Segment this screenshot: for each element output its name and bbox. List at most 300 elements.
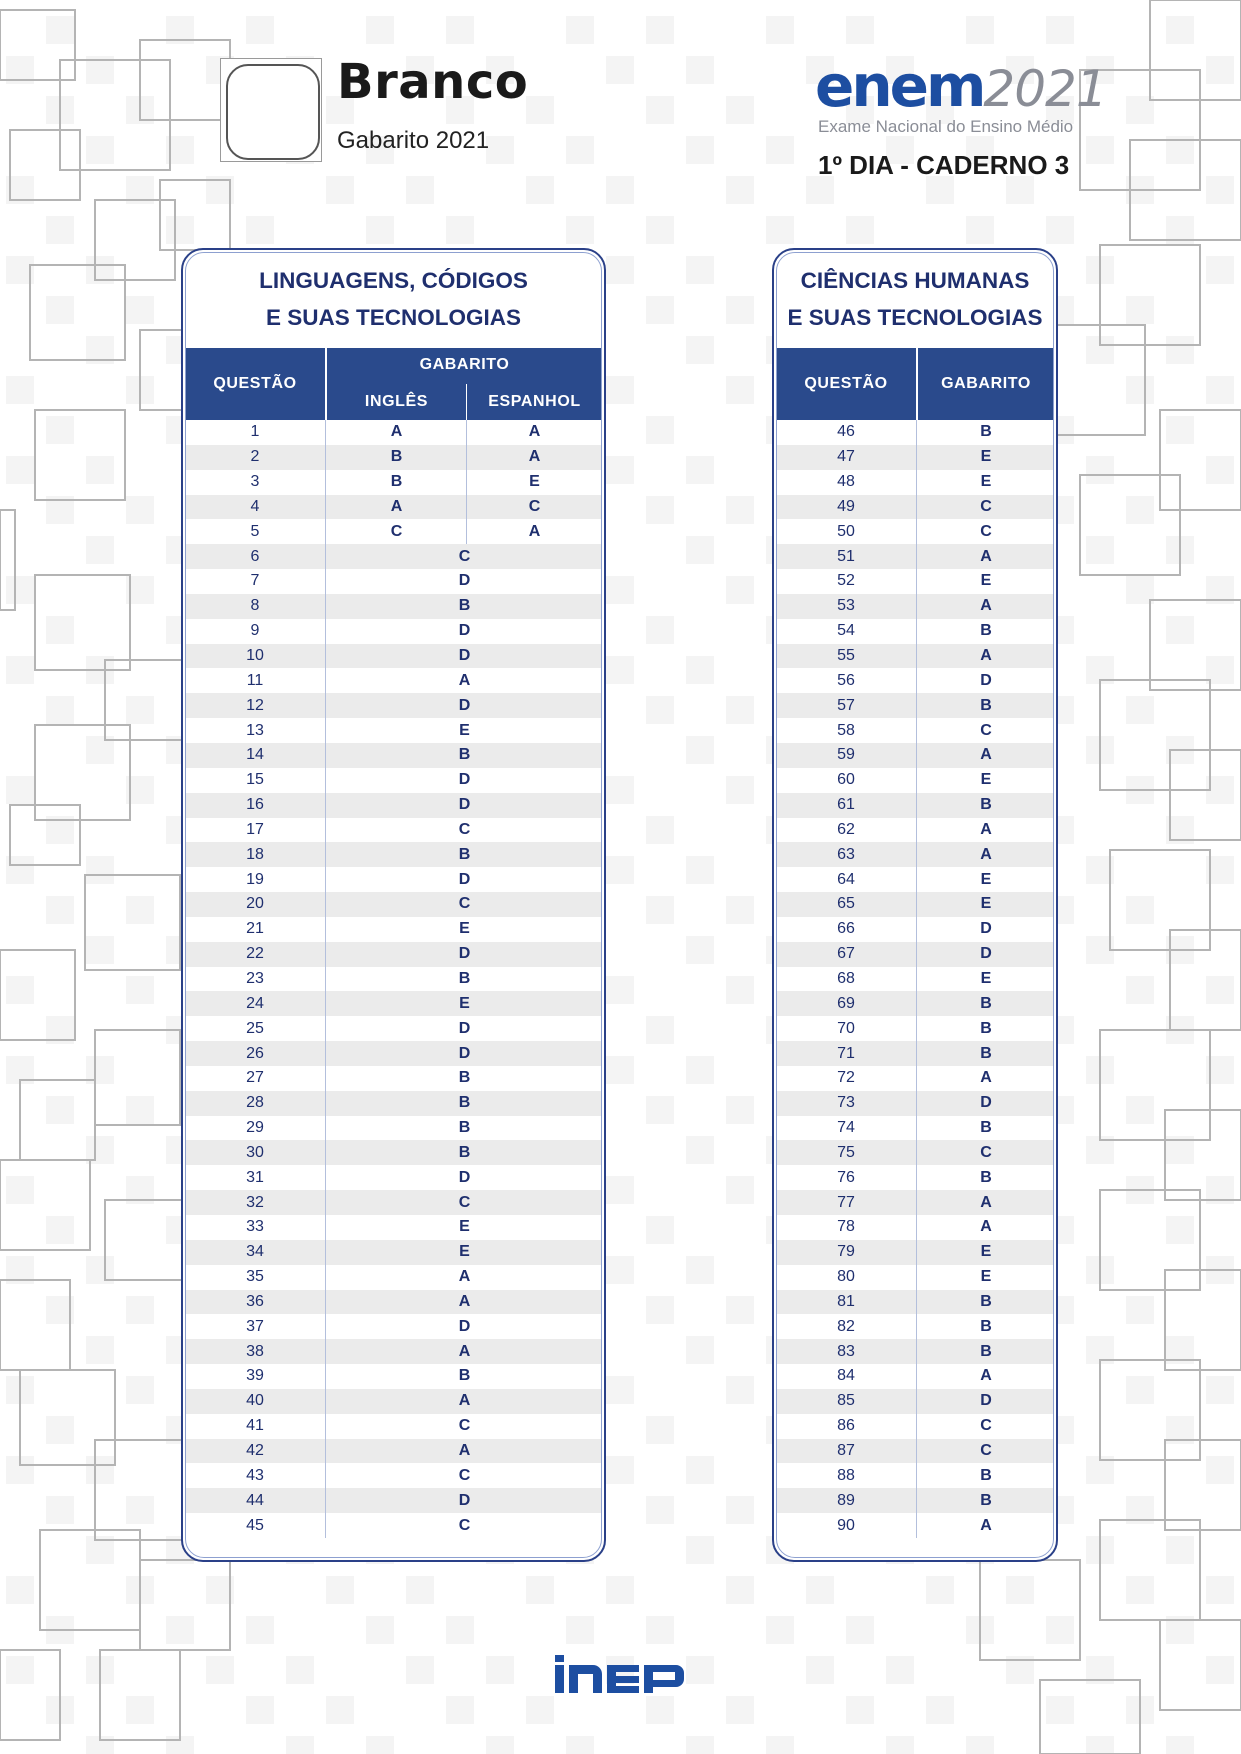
decorative-square [1100, 1360, 1200, 1460]
decorative-tile [246, 1696, 274, 1724]
table-row [185, 768, 602, 793]
question-number: 38 [246, 1342, 264, 1360]
answer: D [980, 671, 992, 689]
decorative-tile [726, 1096, 754, 1124]
decorative-tile [486, 1656, 514, 1684]
table-row [776, 1140, 1054, 1165]
day-booklet-label: 1º DIA - CADERNO 3 [818, 150, 1070, 180]
decorative-square [1150, 0, 1241, 100]
answer: C [458, 1417, 471, 1435]
decorative-tile [246, 216, 274, 244]
decorative-tile [646, 896, 674, 924]
row-divider [466, 445, 467, 470]
question-number: 42 [246, 1442, 264, 1460]
question-number: 76 [837, 1168, 855, 1186]
decorative-tile [1086, 136, 1114, 164]
decorative-tile [46, 216, 74, 244]
table-row [185, 1066, 602, 1091]
answer: C [458, 1466, 471, 1484]
table-row [185, 1041, 602, 1066]
table-row [776, 991, 1054, 1016]
answer: C [980, 497, 992, 515]
question-number: 57 [837, 696, 855, 714]
table-row [185, 793, 602, 818]
answer: A [980, 845, 992, 863]
answer: D [458, 1168, 471, 1186]
table-row [776, 1488, 1054, 1513]
decorative-tile [766, 16, 794, 44]
table-row [776, 1240, 1054, 1265]
decorative-tile [1126, 376, 1154, 404]
table-row [776, 967, 1054, 992]
question-number: 15 [246, 771, 264, 789]
table-row [185, 569, 602, 594]
decorative-tile [1166, 616, 1194, 644]
question-number: 69 [837, 994, 855, 1012]
inep-logo [555, 1655, 685, 1695]
decorative-tile [726, 1376, 754, 1404]
question-number: 63 [837, 845, 855, 863]
question-number: 35 [246, 1268, 264, 1286]
answer: B [980, 622, 992, 640]
question-number: 66 [837, 920, 855, 938]
decorative-tile [686, 1656, 714, 1684]
decorative-tile [46, 896, 74, 924]
question-number: 86 [837, 1417, 855, 1435]
decorative-tile [1126, 496, 1154, 524]
question-number: 1 [250, 423, 260, 441]
decorative-tile [726, 296, 754, 324]
question-number: 77 [837, 1193, 855, 1211]
decorative-tile [1206, 1576, 1234, 1604]
table-row [185, 1364, 602, 1389]
question-number: 14 [246, 746, 264, 764]
decorative-tile [326, 1696, 354, 1724]
question-number: 54 [837, 622, 855, 640]
answer-spanish: A [528, 423, 541, 441]
table-row [776, 743, 1054, 768]
answer: B [458, 1094, 471, 1112]
decorative-tile [406, 176, 434, 204]
decorative-tile [566, 16, 594, 44]
question-number: 62 [837, 820, 855, 838]
answer: C [458, 820, 471, 838]
decorative-tile [1206, 976, 1234, 1004]
table-row [776, 495, 1054, 520]
answer: E [980, 448, 992, 466]
decorative-tile [526, 1576, 554, 1604]
decorative-tile [726, 896, 754, 924]
question-number: 49 [837, 497, 855, 515]
table-row [185, 1414, 602, 1439]
answer: C [458, 547, 471, 565]
decorative-tile [46, 1096, 74, 1124]
answer: A [980, 1367, 992, 1385]
decorative-tile [686, 536, 714, 564]
decorative-tile [846, 16, 874, 44]
table-row [185, 842, 602, 867]
decorative-tile [646, 216, 674, 244]
table-row [185, 668, 602, 693]
question-number: 89 [837, 1491, 855, 1509]
table-row [776, 1314, 1054, 1339]
decorative-tile [686, 456, 714, 484]
decorative-tile [1006, 1576, 1034, 1604]
answer: A [458, 1268, 471, 1286]
table-row [185, 1016, 602, 1041]
answer: C [980, 1143, 992, 1161]
question-number: 58 [837, 721, 855, 739]
decorative-tile [606, 1376, 634, 1404]
decorative-tile [366, 216, 394, 244]
decorative-tile [486, 136, 514, 164]
answer: B [980, 696, 992, 714]
question-number: 28 [246, 1094, 264, 1112]
decorative-tile [646, 1296, 674, 1324]
humanities-table-header [776, 348, 1054, 420]
table-row [776, 892, 1054, 917]
decorative-square [0, 1280, 70, 1370]
decorative-tile [446, 16, 474, 44]
question-number: 29 [246, 1119, 264, 1137]
decorative-tile [846, 216, 874, 244]
question-number: 44 [246, 1491, 264, 1509]
table-row [776, 1041, 1054, 1066]
humanities-panel [772, 248, 1058, 1562]
decorative-tile [726, 1176, 754, 1204]
decorative-tile [6, 1176, 34, 1204]
decorative-tile [686, 656, 714, 684]
decorative-tile [766, 1736, 794, 1754]
table-row [776, 1116, 1054, 1141]
table-row [185, 1091, 602, 1116]
column-header-answer: GABARITO [419, 356, 510, 373]
question-number: 70 [837, 1019, 855, 1037]
answer-english: C [390, 522, 403, 540]
table-row [776, 470, 1054, 495]
answer: A [458, 671, 471, 689]
table-row [185, 1290, 602, 1315]
decorative-tile [86, 936, 114, 964]
answer: A [980, 1069, 992, 1087]
decorative-tile [406, 1576, 434, 1604]
row-divider [466, 420, 467, 445]
column-header-english: INGLÊS [364, 393, 429, 410]
decorative-tile [646, 1216, 674, 1244]
table-row [185, 420, 602, 445]
answer: A [458, 1342, 471, 1360]
row-divider [466, 519, 467, 544]
answer-key-subtitle: Gabarito 2021 [337, 127, 490, 154]
color-swatch [226, 64, 320, 160]
question-number: 9 [250, 622, 260, 640]
answer: D [458, 1019, 471, 1037]
question-number: 81 [837, 1292, 855, 1310]
question-number: 85 [837, 1392, 855, 1410]
decorative-tile [806, 1656, 834, 1684]
question-number: 30 [246, 1143, 264, 1161]
decorative-tile [126, 696, 154, 724]
question-number: 88 [837, 1466, 855, 1484]
answer: B [458, 845, 471, 863]
decorative-tile [566, 1616, 594, 1644]
table-row [776, 1091, 1054, 1116]
answer: E [980, 1268, 992, 1286]
table-row [776, 644, 1054, 669]
question-number: 80 [837, 1268, 855, 1286]
question-number: 55 [837, 647, 855, 665]
question-number: 65 [837, 895, 855, 913]
question-number: 60 [837, 771, 855, 789]
question-number: 3 [250, 473, 260, 491]
answer: B [980, 1491, 992, 1509]
column-header-question: QUESTÃO [213, 375, 297, 392]
table-row [776, 818, 1054, 843]
answer: B [458, 1119, 471, 1137]
decorative-tile [686, 1256, 714, 1284]
question-number: 61 [837, 796, 855, 814]
decorative-tile [726, 96, 754, 124]
answer: E [459, 920, 470, 938]
question-number: 87 [837, 1442, 855, 1460]
table-row [185, 1240, 602, 1265]
enem-logo-word: enem [815, 52, 984, 120]
decorative-tile [726, 1296, 754, 1324]
decorative-tile [46, 296, 74, 324]
table-row [776, 445, 1054, 470]
decorative-tile [1126, 1376, 1154, 1404]
question-number: 6 [250, 547, 260, 565]
answer: A [458, 1442, 471, 1460]
question-number: 21 [246, 920, 264, 938]
table-row [185, 1463, 602, 1488]
table-row [185, 594, 602, 619]
question-number: 84 [837, 1367, 855, 1385]
table-row [776, 1414, 1054, 1439]
decorative-tile [926, 1696, 954, 1724]
table-row [185, 544, 602, 569]
question-number: 24 [246, 994, 264, 1012]
decorative-tile [606, 176, 634, 204]
column-divider [325, 420, 326, 1538]
question-number: 23 [246, 969, 264, 987]
decorative-tile [686, 1736, 714, 1754]
table-row [776, 1190, 1054, 1215]
answer: E [980, 870, 992, 888]
answer: D [980, 1094, 992, 1112]
question-number: 19 [246, 870, 264, 888]
decorative-tile [46, 416, 74, 444]
answer: B [980, 1292, 992, 1310]
decorative-tile [166, 1616, 194, 1644]
decorative-tile [526, 176, 554, 204]
decorative-tile [1166, 1736, 1194, 1754]
answer: B [980, 1119, 992, 1137]
decorative-tile [606, 456, 634, 484]
question-number: 7 [250, 572, 260, 590]
answer: C [980, 1442, 992, 1460]
table-row [776, 1364, 1054, 1389]
answer: E [459, 721, 470, 739]
enem-logo-tagline: Exame Nacional do Ensino Médio [818, 117, 1074, 136]
answer: D [980, 920, 992, 938]
decorative-tile [606, 1056, 634, 1084]
decorative-tile [86, 536, 114, 564]
languages-table-header [185, 348, 602, 420]
enem-logo [815, 52, 1107, 137]
decorative-tile [646, 1096, 674, 1124]
answer-english: B [390, 473, 403, 491]
decorative-tile [126, 1376, 154, 1404]
answer: D [458, 1044, 471, 1062]
table-row [776, 519, 1054, 544]
answer: A [980, 820, 992, 838]
decorative-tile [1166, 1216, 1194, 1244]
answer: C [458, 1516, 471, 1534]
decorative-tile [46, 696, 74, 724]
decorative-tile [1086, 536, 1114, 564]
answer-spanish: E [529, 473, 540, 491]
decorative-tile [46, 616, 74, 644]
question-number: 2 [250, 448, 260, 466]
decorative-tile [366, 16, 394, 44]
table-row [776, 793, 1054, 818]
answer: D [458, 572, 471, 590]
decorative-tile [606, 776, 634, 804]
answer: B [980, 1019, 992, 1037]
question-number: 4 [250, 497, 260, 515]
table-row [185, 942, 602, 967]
decorative-tile [1166, 1536, 1194, 1564]
decorative-tile [46, 1216, 74, 1244]
decorative-tile [246, 1616, 274, 1644]
decorative-tile [1206, 56, 1234, 84]
question-number: 56 [837, 671, 855, 689]
decorative-tile [806, 1576, 834, 1604]
decorative-tile [966, 216, 994, 244]
decorative-tile [646, 616, 674, 644]
decorative-tile [566, 216, 594, 244]
decorative-tile [686, 336, 714, 364]
table-row [776, 1339, 1054, 1364]
decorative-tile [526, 96, 554, 124]
decorative-tile [86, 456, 114, 484]
decorative-tile [126, 1296, 154, 1324]
table-row [185, 619, 602, 644]
question-number: 43 [246, 1466, 264, 1484]
question-number: 25 [246, 1019, 264, 1037]
decorative-tile [446, 216, 474, 244]
table-row [185, 718, 602, 743]
question-number: 82 [837, 1317, 855, 1335]
decorative-tile [606, 656, 634, 684]
decorative-tile [1086, 456, 1114, 484]
answer: D [458, 696, 471, 714]
answer: A [980, 597, 992, 615]
decorative-tile [1206, 176, 1234, 204]
column-header-question: QUESTÃO [804, 375, 888, 392]
decorative-square [1100, 1520, 1200, 1620]
humanities-title-line1: CIÊNCIAS HUMANAS [800, 268, 1030, 293]
table-row [185, 644, 602, 669]
answer: D [458, 647, 471, 665]
decorative-tile [686, 936, 714, 964]
table-row [185, 1215, 602, 1240]
answer: E [980, 473, 992, 491]
decorative-tile [606, 856, 634, 884]
question-number: 45 [246, 1516, 264, 1534]
decorative-tile [1206, 1376, 1234, 1404]
question-number: 17 [246, 820, 264, 838]
decorative-tile [966, 16, 994, 44]
decorative-tile [766, 136, 794, 164]
decorative-tile [126, 896, 154, 924]
question-number: 32 [246, 1193, 264, 1211]
decorative-tile [566, 136, 594, 164]
table-row [185, 1314, 602, 1339]
question-number: 8 [250, 597, 260, 615]
answer: E [459, 1218, 470, 1236]
decorative-tile [606, 976, 634, 1004]
column-divider [916, 420, 917, 1538]
question-number: 79 [837, 1243, 855, 1261]
answer: B [458, 1367, 471, 1385]
question-number: 11 [246, 671, 264, 689]
table-row [185, 1116, 602, 1141]
decorative-tile [6, 456, 34, 484]
table-row [185, 1339, 602, 1364]
question-number: 75 [837, 1143, 855, 1161]
question-number: 90 [837, 1516, 855, 1534]
row-divider [466, 495, 467, 520]
decorative-tile [606, 256, 634, 284]
decorative-tile [326, 1576, 354, 1604]
table-row [776, 544, 1054, 569]
decorative-tile [1126, 1296, 1154, 1324]
decorative-tile [1126, 976, 1154, 1004]
question-number: 46 [837, 423, 855, 441]
question-number: 40 [246, 1392, 264, 1410]
answer: D [458, 1491, 471, 1509]
decorative-square [1100, 245, 1200, 345]
decorative-tile [606, 1576, 634, 1604]
decorative-tile [726, 496, 754, 524]
question-number: 5 [250, 522, 260, 540]
question-number: 83 [837, 1342, 855, 1360]
question-number: 33 [246, 1218, 264, 1236]
table-row [776, 1066, 1054, 1091]
table-row [185, 1140, 602, 1165]
table-row [185, 1488, 602, 1513]
question-number: 73 [837, 1094, 855, 1112]
table-row [185, 892, 602, 917]
answer: A [980, 547, 992, 565]
table-row [185, 1165, 602, 1190]
question-number: 72 [837, 1069, 855, 1087]
decorative-tile [726, 1696, 754, 1724]
table-row [185, 743, 602, 768]
question-number: 34 [246, 1243, 264, 1261]
decorative-tile [1206, 1456, 1234, 1484]
question-number: 39 [246, 1367, 264, 1385]
decorative-tile [646, 416, 674, 444]
decorative-tile [1126, 896, 1154, 924]
decorative-tile [1206, 1656, 1234, 1684]
decorative-tile [1046, 1616, 1074, 1644]
answer: D [458, 771, 471, 789]
answer: D [458, 870, 471, 888]
decorative-square [1165, 1440, 1241, 1530]
